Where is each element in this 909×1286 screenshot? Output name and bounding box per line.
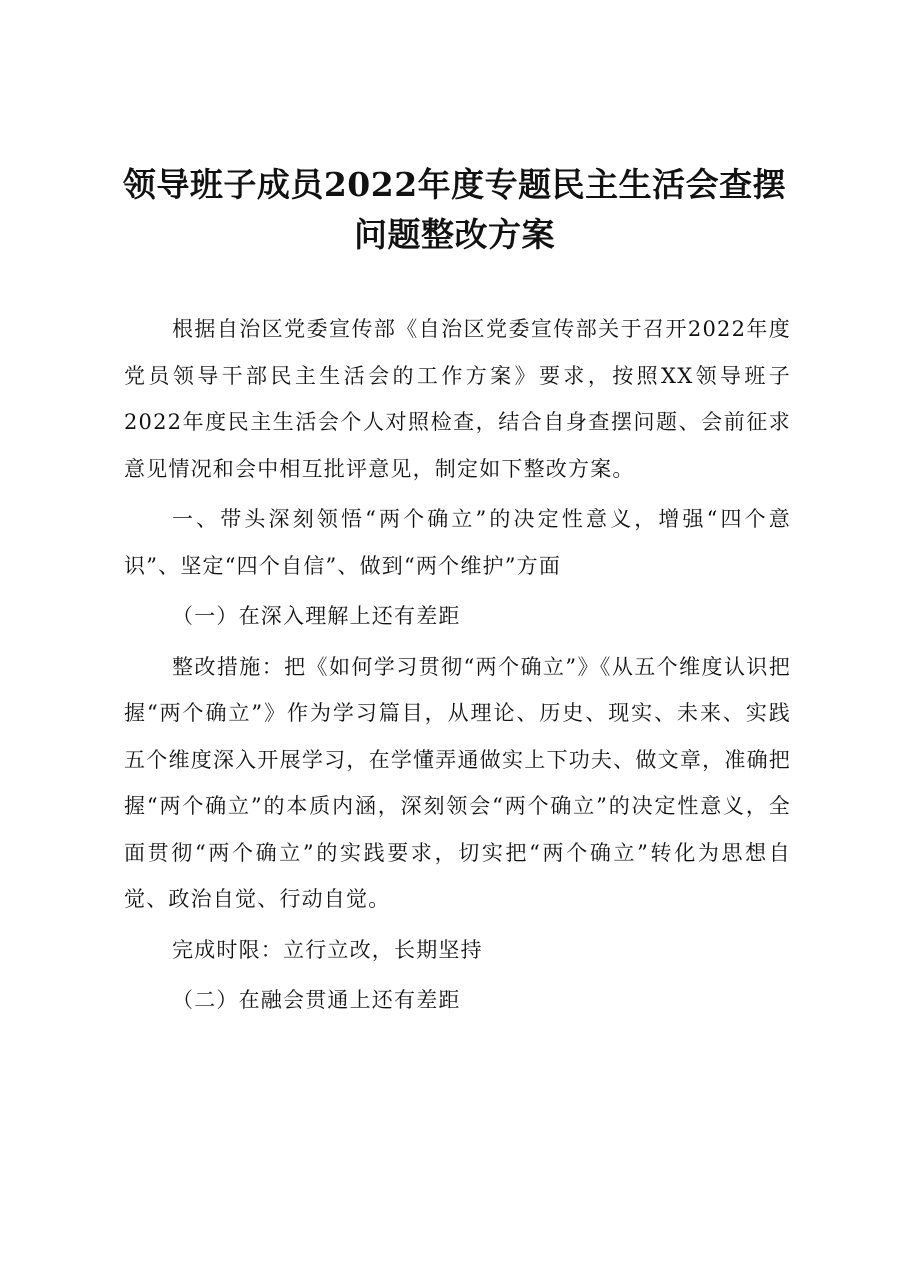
measures-paragraph: 整改措施：把《如何学习贯彻“两个确立”》《从五个维度认识把握“两个确立”》作为学习篇目，从理论、历史、现实、未来、实践五个维度深入开展学习，在学懂弄通做实上下功夫、做文章，准确把握“两个确立”的本质内涵，深刻领会“两个确立”的决定性意义，全面贯彻“两个确立”的实践要求，切实把“两个确立”转化为思想自觉、政治自觉、行动自觉。 xyxy=(124,654,791,911)
document-body xyxy=(124,306,791,1024)
subsection-2-heading: （二）在融会贯通上还有差距 xyxy=(172,988,461,1012)
title-line-1: 领导班子成员2022年度专题民主生活会查摆 xyxy=(122,165,787,204)
title-line-2: 问题整改方案 xyxy=(354,215,555,254)
intro-paragraph: 根据自治区党委宣传部《自治区党委宣传部关于召开2022年度党员领导干部民主生活会的工作方案》要求，按照XX领导班子2022年度民主生活会个人对照检查，结合自身查摆问题、会前征求意见情况和会中相互批评意见，制定如下整改方案。 xyxy=(124,317,791,481)
deadline-paragraph: 完成时限：立行立改，长期坚持 xyxy=(172,937,483,962)
subsection-1-heading: （一）在深入理解上还有差距 xyxy=(172,604,461,628)
document-title xyxy=(90,160,819,260)
section-1-heading: 一、带头深刻领悟“两个确立”的决定性意义，增强“四个意识”、坚定“四个自信”、做到“两个维护”方面 xyxy=(124,507,791,578)
